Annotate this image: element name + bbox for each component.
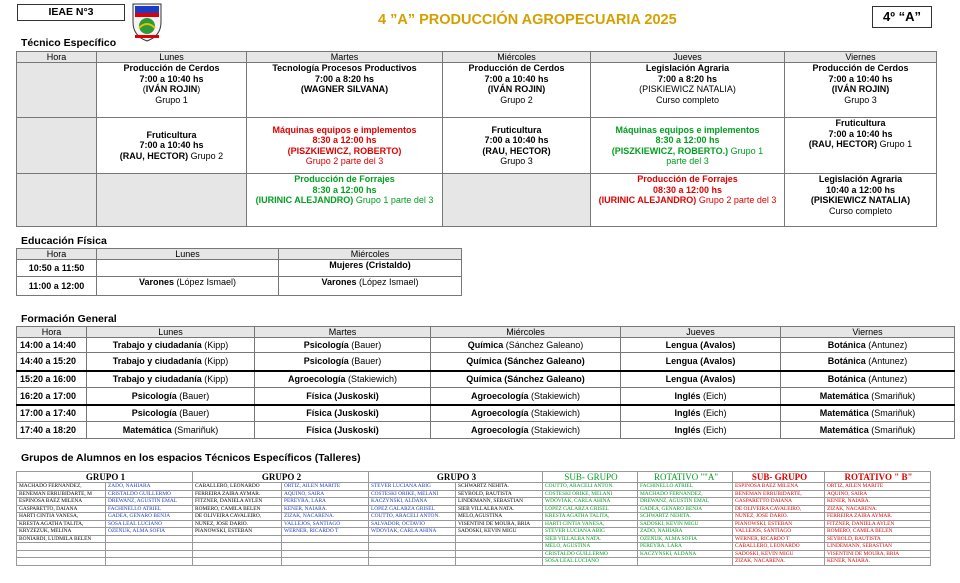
student-cell: [193, 558, 282, 566]
student-cell: VALLEJOS, SANTIAGO: [282, 520, 369, 528]
table-row: [17, 513, 931, 521]
student-cell: ORTIZ, AILEN MARITE: [282, 483, 369, 491]
class-cell: Lengua (Avalos): [621, 371, 781, 388]
class-cell: Física (Juskoski): [255, 422, 431, 439]
student-cell: VALLEJOS, SANTIAGO: [733, 528, 825, 536]
student-cell: LOPEZ GALARZA GRISEL: [543, 505, 638, 513]
student-cell: HARTI CINTIA VANESA,: [543, 520, 638, 528]
student-cell: [456, 535, 543, 543]
table-row: [17, 520, 931, 528]
student-cell: KRESTA AGATHA TALITA,: [17, 520, 106, 528]
col-hora: Hora: [17, 327, 87, 338]
student-cell: [17, 550, 106, 558]
student-cell: COSTESKI ORIKE, MELANI: [369, 490, 456, 498]
student-cell: HARTI CINTIA VANESA,: [17, 513, 106, 521]
class-cell: Física (Juskoski): [255, 388, 431, 405]
class-cell: Producción de Cerdos 7:00 a 10:40 hs (IVÁN ROJIN) Grupo 1: [97, 63, 247, 118]
hora-cell: 17:00 a 17:40: [17, 405, 87, 422]
student-cell: BONIARDI, LUDMILA BELÉN: [17, 535, 106, 543]
student-cell: [369, 550, 456, 558]
student-cell: NUÑEZ, JOSE DARIO.: [733, 513, 825, 521]
student-cell: [282, 558, 369, 566]
class-cell: Inglés (Eich): [621, 388, 781, 405]
student-cell: PIANOWSKI, ESTEBAN: [733, 520, 825, 528]
class-cell: Agroecología (Stakiewich): [431, 422, 621, 439]
student-cell: FITZNER, DANIELA AYLEN: [193, 498, 282, 506]
class-cell: Lengua (Avalos): [621, 338, 781, 353]
student-cell: CABALLERO, LEONARDO: [193, 483, 282, 491]
class-cell: Legislación Agraria 7:00 a 8:20 hs (PISKIEWICZ NATALIA) Curso completo: [591, 63, 785, 118]
student-cell: SIEB VILLALBA NATA.: [543, 535, 638, 543]
class-cell: Agroecología (Stakiewich): [255, 371, 431, 388]
student-cell: KACZYNSKI, ALDANA: [638, 550, 733, 558]
student-cell: GASPARETTO, DAIANA: [17, 505, 106, 513]
student-cell: FACHINELLO ATRIEL: [638, 483, 733, 491]
student-cell: [17, 558, 106, 566]
student-cell: VISENTINI DE MOURA, BRIA: [456, 520, 543, 528]
table-row: [17, 338, 955, 353]
page-title: 4 ”A” PRODUCCIÓN AGROPECUARIA 2025: [378, 12, 677, 28]
student-cell: CRISTALDO GUILLERMO: [106, 490, 193, 498]
class-cell: Botánica (Antunez): [781, 338, 955, 353]
hora-cell: 17:40 a 18:20: [17, 422, 87, 439]
student-cell: ORTIZ, AILEN MARITE: [825, 483, 931, 491]
empty-cell: [443, 174, 591, 227]
student-cell: WERNER, RICARDO T: [282, 528, 369, 536]
class-cell: Química (Sánchez Galeano): [431, 353, 621, 371]
student-cell: ZADO, NAHIARA: [638, 528, 733, 536]
class-cell: Botánica (Antunez): [781, 353, 955, 371]
student-cell: COUTTO, ARACELI ANTON.: [369, 513, 456, 521]
col-lunes: Lunes: [87, 327, 255, 338]
table-row: [17, 528, 931, 536]
student-cell: ESPINOSA BÁEZ MILENA: [733, 483, 825, 491]
student-cell: KENER, NAIARA.: [825, 498, 931, 506]
student-cell: LINDEMANN, SEBASTIAN: [825, 543, 931, 551]
student-cell: AQUINO, SAIRA: [282, 490, 369, 498]
student-cell: WERNER, RICARDO T: [733, 535, 825, 543]
class-cell: Matemática (Smariñuk): [781, 422, 955, 439]
class-cell: Lengua (Avalos): [621, 353, 781, 371]
student-cell: COSTESKI ORIKE, MELANI: [543, 490, 638, 498]
class-cell: Matemática (Smariñuk): [87, 422, 255, 439]
student-cell: [369, 543, 456, 551]
table-row: [17, 483, 931, 491]
student-cell: CABALLERO, LEONARDO: [733, 543, 825, 551]
hora-cell: 11:00 a 12:00: [17, 277, 97, 296]
col-hora: Hora: [17, 52, 97, 63]
student-cell: [17, 543, 106, 551]
school-shield-logo: [131, 2, 163, 42]
table-row: [17, 558, 931, 566]
student-cell: DREWANZ, AGUSTIN EMAL: [638, 498, 733, 506]
table-row: [17, 405, 955, 422]
hora-cell: 16:20 a 17:00: [17, 388, 87, 405]
col-viernes: Viernes: [781, 327, 955, 338]
col-hora: Hora: [17, 249, 97, 260]
student-cell: ZADO, NAHIARA: [106, 483, 193, 491]
student-cell: KACZYNSKI, ALDANA: [369, 498, 456, 506]
student-cell: ROMERO, CAMILA BELEN: [825, 528, 931, 536]
student-cell: [193, 535, 282, 543]
class-cell: Agroecología (Stakiewich): [431, 405, 621, 422]
student-cell: [638, 558, 733, 566]
student-cell: VISENTINI DE MOURA, BRIA: [825, 550, 931, 558]
class-cell: Producción de Forrajes 08:30 a 12:00 hs (IURINIC ALEJANDRO) Grupo 2 parte del 3: [591, 174, 785, 227]
student-cell: [456, 558, 543, 566]
class-cell: Agroecología (Stakiewich): [431, 388, 621, 405]
col-martes: Martes: [247, 52, 443, 63]
class-cell: Producción de Cerdos 7:00 a 10:40 hs (IVÁN ROJIN) Grupo 3: [785, 63, 937, 118]
student-cell: SALVADOR, OCTAVIO: [369, 520, 456, 528]
hora-cell: [17, 174, 97, 227]
class-cell: Química (Sánchez Galeano): [431, 371, 621, 388]
class-cell: Trabajo y ciudadanía (Kipp): [87, 353, 255, 371]
student-cell: DREWANZ, AGUSTIN EMAL: [106, 498, 193, 506]
hora-cell: 10:50 a 11:50: [17, 260, 97, 277]
edfis-table: [16, 248, 462, 296]
section-title-grupos: Grupos de Alumnos en los espacios Técnicos Específicos (Talleres): [21, 452, 361, 464]
tecnico-table: [16, 51, 937, 227]
student-cell: LOPEZ GALARZA GRISEL: [369, 505, 456, 513]
student-cell: DE OLIVEIRA CAVALEIRO,: [193, 513, 282, 521]
class-cell: Fruticultura 7:00 a 10:40 hs (RAU, HECTOR) Grupo 2: [97, 118, 247, 174]
class-cell: Fruticultura 7:00 a 10:40 hs (RAU, HECTOR) Grupo 3: [443, 118, 591, 174]
school-label: IEAE N°3: [17, 4, 125, 21]
class-cell: Botánica (Antunez): [781, 371, 955, 388]
class-cell: Fruticultura 7:00 a 10:40 hs (RAU, HECTOR) Grupo 1: [785, 118, 937, 174]
student-cell: [369, 558, 456, 566]
class-cell: Psicología (Bauer): [87, 405, 255, 422]
student-cell: AQUINO, SAIRA: [825, 490, 931, 498]
student-cell: [106, 535, 193, 543]
col-martes: Martes: [255, 327, 431, 338]
student-cell: ZIZAK, NACARENA.: [825, 505, 931, 513]
col-jueves: Jueves: [591, 52, 785, 63]
table-row: [17, 498, 931, 506]
class-cell: Matemática (Smariñuk): [781, 388, 955, 405]
table-row: [17, 535, 931, 543]
class-cell: Inglés (Eich): [621, 405, 781, 422]
section-title-edfis: Educación Física: [21, 235, 107, 247]
table-row: [17, 353, 955, 371]
group-header: SUB- GRUPO: [733, 472, 825, 483]
hora-cell: [17, 63, 97, 118]
student-cell: SCHWARTZ NEHITA.: [456, 483, 543, 491]
student-cell: SADOSKI, KEVIN MIGU: [733, 550, 825, 558]
col-lunes: Lunes: [97, 52, 247, 63]
table-row: [17, 490, 931, 498]
student-cell: [369, 535, 456, 543]
formacion-table: [16, 326, 955, 439]
student-cell: ZIZAK, NACARENA.: [733, 558, 825, 566]
student-cell: [282, 550, 369, 558]
hora-cell: 14:00 a 14:40: [17, 338, 87, 353]
student-cell: ROMERO, CAMILA BELEN: [193, 505, 282, 513]
section-title-formacion: Formación General: [21, 313, 117, 325]
grupos-table: [16, 471, 931, 566]
student-cell: KENER, NAIARA.: [825, 558, 931, 566]
empty-cell: [97, 174, 247, 227]
class-cell: Máquinas equipos e implementos 8:30 a 12:00 hs (PISZKIEWICZ, ROBERTO) Grupo 2 parte del 3: [247, 118, 443, 174]
table-row: [17, 422, 955, 439]
student-cell: OZEÑUK, ALMA SOFIA: [638, 535, 733, 543]
section-title-tecnico: Técnico Específico: [21, 37, 117, 49]
class-cell: Psicología (Bauer): [87, 388, 255, 405]
table-row: [17, 388, 955, 405]
student-cell: KRESTA AGATHA TALITA,: [543, 513, 638, 521]
student-cell: NUÑEZ, JOSE DARIO.: [193, 520, 282, 528]
student-cell: STEVER LUCIANA ABIG: [543, 528, 638, 536]
student-cell: GADEA, GENARO BENJA: [638, 505, 733, 513]
class-cell: Física (Juskoski): [255, 405, 431, 422]
col-viernes: Viernes: [785, 52, 937, 63]
table-row: [17, 371, 955, 388]
course-label: 4º “A”: [872, 6, 932, 28]
student-cell: SOSA LEAL LUCIANO: [106, 520, 193, 528]
student-cell: [282, 535, 369, 543]
class-cell: Matemática (Smariñuk): [781, 405, 955, 422]
group-header: GRUPO 2: [193, 472, 369, 483]
hora-cell: 15:20 a 16:00: [17, 371, 87, 388]
student-cell: PEREYRA, LARA: [282, 498, 369, 506]
student-cell: SEYBOLD, BAUTISTA: [456, 490, 543, 498]
student-cell: FITZNER, DANIELA AYLEN: [825, 520, 931, 528]
group-header: SUB- GRUPO: [543, 472, 638, 483]
student-cell: SIEB VILLALBA NATA.: [456, 505, 543, 513]
table-row: [17, 505, 931, 513]
group-header: GRUPO 3: [369, 472, 543, 483]
table-row: [17, 543, 931, 551]
group-header: GRUPO 1: [17, 472, 193, 483]
group-header: ROTATIVO ""A": [638, 472, 733, 483]
student-cell: GASPARETTO DAIANA: [733, 498, 825, 506]
student-cell: MELO, AGUSTINA: [543, 543, 638, 551]
student-cell: [106, 558, 193, 566]
class-cell: Legislación Agraria 10:40 a 12:00 hs (PISKIEWICZ NATALIA) Curso completo: [785, 174, 937, 227]
student-cell: [106, 550, 193, 558]
student-cell: MACHADO FERNÁNDEZ,: [638, 490, 733, 498]
student-cell: MACHADO FERNÁNDEZ,: [17, 483, 106, 491]
student-cell: [456, 543, 543, 551]
col-jueves: Jueves: [621, 327, 781, 338]
student-cell: WDOVIAK, CARLA AHINA: [369, 528, 456, 536]
col-lunes: Lunes: [97, 249, 279, 260]
class-cell: Varones (López Ismael): [97, 277, 279, 296]
student-cell: FERREIRA ZAIRA AYMAR.: [825, 513, 931, 521]
student-cell: SEYBOLD, BAUTISTA: [825, 535, 931, 543]
student-cell: [193, 550, 282, 558]
student-cell: BENEMAN ERRUBIDARTE,: [733, 490, 825, 498]
student-cell: SCHWARTZ NEHITA.: [638, 513, 733, 521]
student-cell: COUTTO, ARACELI ANTON.: [543, 483, 638, 491]
class-cell: Trabajo y ciudadanía (Kipp): [87, 338, 255, 353]
class-cell: Psicología (Bauer): [255, 338, 431, 353]
class-cell: Trabajo y ciudadanía (Kipp): [87, 371, 255, 388]
student-cell: ZIZAK, NACARENA.: [282, 513, 369, 521]
student-cell: [282, 543, 369, 551]
hora-cell: 14:40 a 15:20: [17, 353, 87, 371]
student-cell: STEVER LUCIANA ABIG: [369, 483, 456, 491]
student-cell: KENER, NAIARA.: [282, 505, 369, 513]
class-cell: Mujeres (Cristaldo): [279, 260, 462, 277]
student-cell: PEREYRA, LARA: [638, 543, 733, 551]
student-cell: WDOVIAK, CARLA AHINA: [543, 498, 638, 506]
student-cell: FERREIRA ZAIRA AYMAR.: [193, 490, 282, 498]
student-cell: [456, 550, 543, 558]
class-cell: Inglés (Eich): [621, 422, 781, 439]
class-cell: Varones (López Ismael): [279, 277, 462, 296]
student-cell: DE OLIVEIRA CAVALEIRO,: [733, 505, 825, 513]
student-cell: PIANOWSKI, ESTEBAN: [193, 528, 282, 536]
hora-cell: [17, 118, 97, 174]
group-header: ROTATIVO " B": [825, 472, 931, 483]
student-cell: [106, 543, 193, 551]
student-cell: BENEMAN ERRUBIDARTE, M: [17, 490, 106, 498]
student-cell: [193, 543, 282, 551]
student-cell: SADOSKI, KEVIN MIGU: [638, 520, 733, 528]
student-cell: ESPINOSA BÁEZ MILENA: [17, 498, 106, 506]
student-cell: FACHINELLO ATRIEL: [106, 505, 193, 513]
student-cell: CRISTALDO GUILLERMO: [543, 550, 638, 558]
col-miercoles: Miércoles: [431, 327, 621, 338]
class-cell: Química (Sánchez Galeano): [431, 338, 621, 353]
student-cell: SADOSKI, KEVIN MIGU: [456, 528, 543, 536]
student-cell: KRYZEZUK, MELINA: [17, 528, 106, 536]
student-cell: MELO,AGUSTINA: [456, 513, 543, 521]
table-row: [17, 550, 931, 558]
class-cell: Máquinas equipos e implementos 8:30 a 12:00 hs (PISZKIEWICZ, ROBERTO.) Grupo 1 parte del 3: [591, 118, 785, 174]
student-cell: LINDEMANN, SEBASTIAN: [456, 498, 543, 506]
class-cell: Tecnología Procesos Productivos 7:00 a 8:20 hs (WAGNER SILVANA): [247, 63, 443, 118]
class-cell: Producción de Forrajes 8:30 a 12:00 hs (IURINIC ALEJANDRO) Grupo 1 parte del 3: [247, 174, 443, 227]
student-cell: SOSA LEAL LUCIANO: [543, 558, 638, 566]
student-cell: OZEÑUK, ALMA SOFIA: [106, 528, 193, 536]
class-cell: Psicología (Bauer): [255, 353, 431, 371]
col-miercoles: Miércoles: [279, 249, 462, 260]
student-cell: GADEA, GENARO BENJA: [106, 513, 193, 521]
class-cell: Producción de Cerdos 7:00 a 10:40 hs (IVÁN ROJIN) Grupo 2: [443, 63, 591, 118]
class-cell: [97, 260, 279, 277]
col-miercoles: Miércoles: [443, 52, 591, 63]
